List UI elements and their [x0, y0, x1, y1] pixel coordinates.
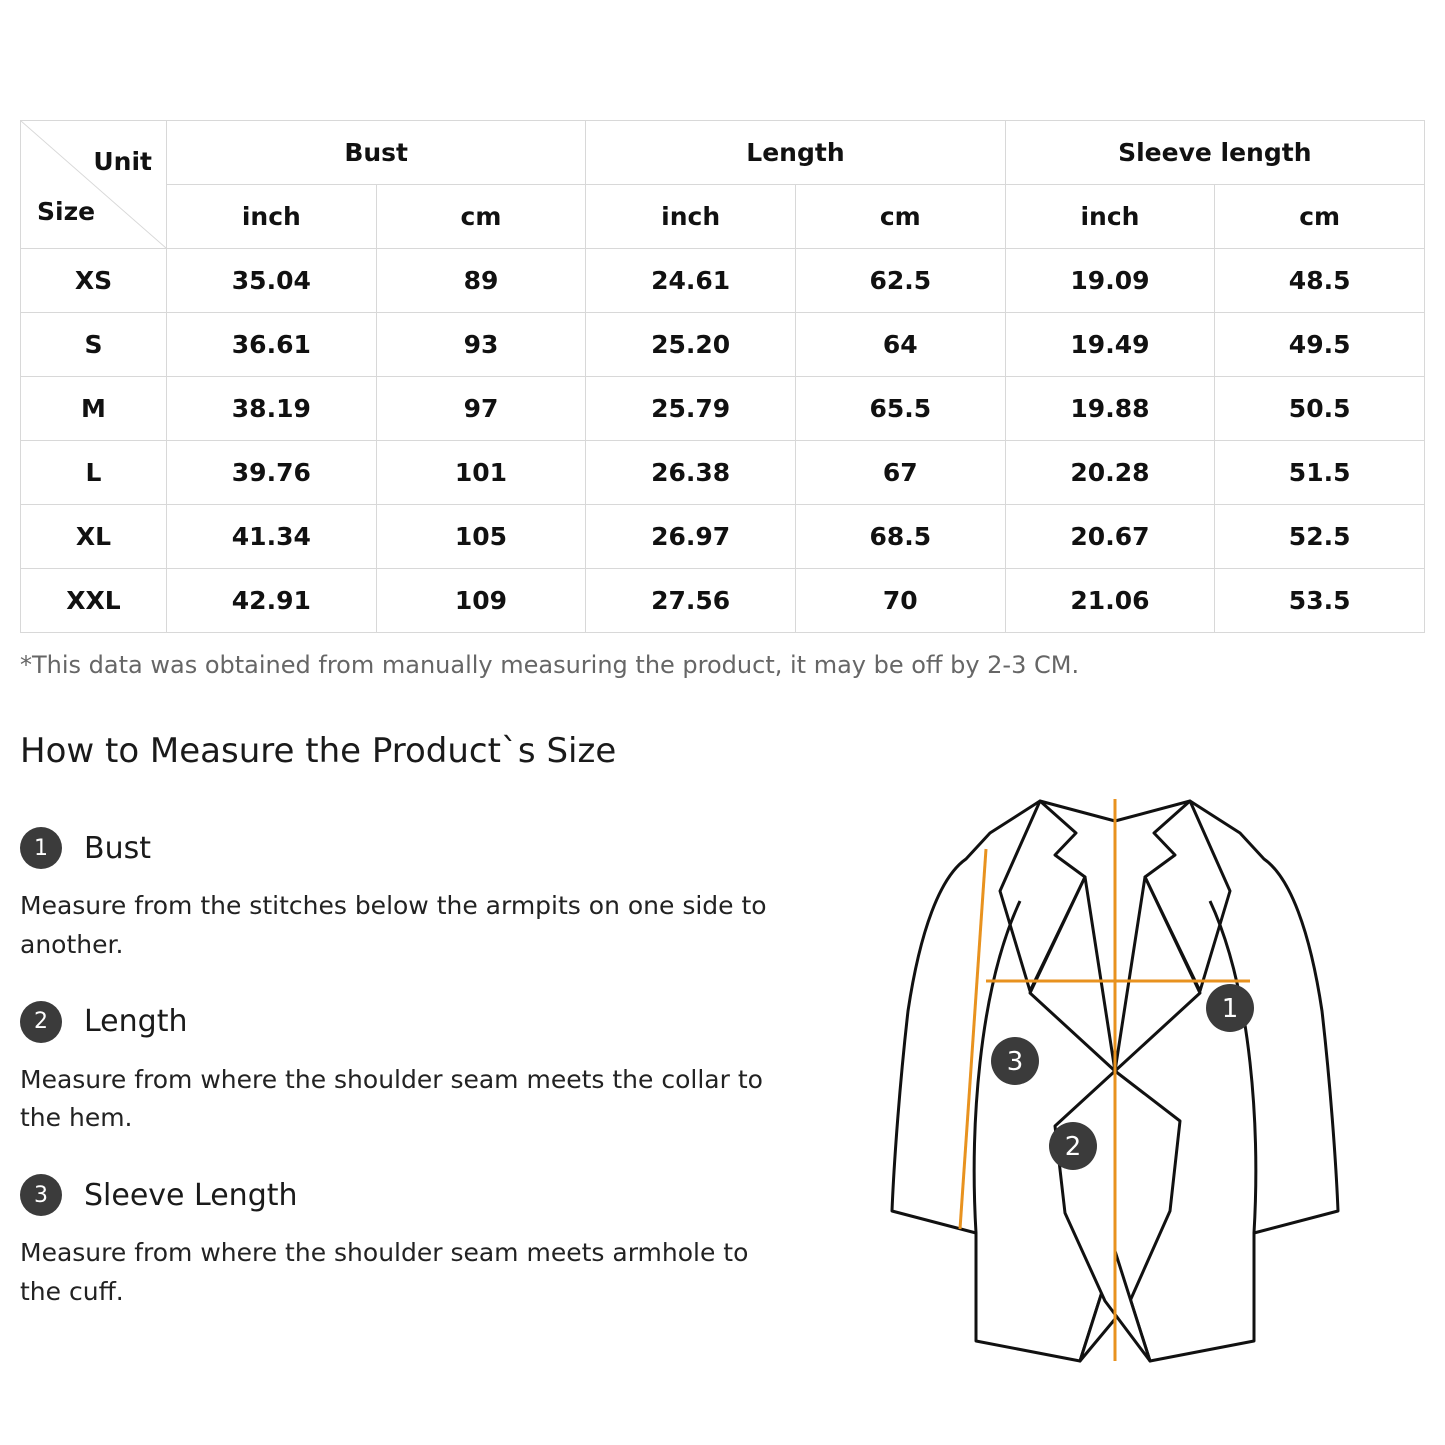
- cell-length-cm: 70: [795, 569, 1005, 633]
- cell-bust-inch: 36.61: [167, 313, 377, 377]
- cell-sleeve-cm: 52.5: [1215, 505, 1425, 569]
- unit-header-sleeve-inch: inch: [1005, 185, 1215, 249]
- cell-bust-cm: 89: [376, 249, 586, 313]
- cell-bust-cm: 105: [376, 505, 586, 569]
- step-header-sleeve-length: [20, 1174, 810, 1216]
- table-header-row-groups: [21, 121, 1425, 185]
- cell-length-inch: 26.97: [586, 505, 796, 569]
- step-description: Measure from where the shoulder seam meets the collar to the hem.: [20, 1064, 763, 1133]
- svg-text:2: 2: [1064, 1132, 1082, 1162]
- row-size: XXL: [21, 569, 167, 633]
- cell-bust-cm: 101: [376, 441, 586, 505]
- table-corner-cell: [21, 121, 167, 249]
- cell-length-cm: 64: [795, 313, 1005, 377]
- group-header-sleeve-length: Sleeve length: [1005, 121, 1424, 185]
- row-size: S: [21, 313, 167, 377]
- step-header-length: [20, 1001, 810, 1043]
- table-row: [21, 313, 1425, 377]
- row-size: M: [21, 377, 167, 441]
- row-size: XS: [21, 249, 167, 313]
- table-row: [21, 377, 1425, 441]
- unit-header-bust-inch: inch: [167, 185, 377, 249]
- cell-length-cm: 68.5: [795, 505, 1005, 569]
- cell-sleeve-cm: 51.5: [1215, 441, 1425, 505]
- cell-bust-cm: 93: [376, 313, 586, 377]
- cell-bust-inch: 39.76: [167, 441, 377, 505]
- svg-text:1: 1: [1221, 994, 1239, 1024]
- step-number-badge: 3: [20, 1174, 62, 1216]
- cell-length-cm: 65.5: [795, 377, 1005, 441]
- step-description: Measure from the stitches below the armpits on one side to another.: [20, 891, 767, 959]
- cell-sleeve-inch: 19.49: [1005, 313, 1215, 377]
- cell-sleeve-cm: 50.5: [1215, 377, 1425, 441]
- cell-sleeve-inch: 21.06: [1005, 569, 1215, 633]
- step-header-bust: [20, 827, 810, 869]
- cell-length-inch: 26.38: [586, 441, 796, 505]
- cell-length-cm: 67: [795, 441, 1005, 505]
- cell-bust-inch: 41.34: [167, 505, 377, 569]
- unit-header-length-cm: cm: [795, 185, 1005, 249]
- cell-sleeve-inch: 19.09: [1005, 249, 1215, 313]
- cell-bust-cm: 97: [376, 377, 586, 441]
- step-number-badge: 2: [20, 1001, 62, 1043]
- cell-bust-inch: 35.04: [167, 249, 377, 313]
- cell-sleeve-cm: 53.5: [1215, 569, 1425, 633]
- row-size: XL: [21, 505, 167, 569]
- cell-length-inch: 27.56: [586, 569, 796, 633]
- table-row: [21, 441, 1425, 505]
- step-description: Measure from where the shoulder seam meets armhole to the cuff.: [20, 1238, 749, 1306]
- table-header-row-units: [21, 185, 1425, 249]
- size-table: [20, 120, 1425, 633]
- blazer-diagram: [810, 791, 1425, 1312]
- size-label: Size: [37, 197, 96, 226]
- cell-bust-cm: 109: [376, 569, 586, 633]
- svg-text:3: 3: [1006, 1047, 1024, 1077]
- unit-header-bust-cm: cm: [376, 185, 586, 249]
- blazer-illustration-icon: [880, 781, 1350, 1401]
- cell-length-inch: 25.79: [586, 377, 796, 441]
- cell-sleeve-inch: 20.28: [1005, 441, 1215, 505]
- measure-steps: [20, 791, 810, 1312]
- cell-sleeve-inch: 19.88: [1005, 377, 1215, 441]
- cell-length-inch: 24.61: [586, 249, 796, 313]
- step-label: Bust: [84, 830, 151, 866]
- row-size: L: [21, 441, 167, 505]
- table-row: [21, 249, 1425, 313]
- unit-header-sleeve-cm: cm: [1215, 185, 1425, 249]
- step-label: Sleeve Length: [84, 1177, 298, 1213]
- table-row: [21, 569, 1425, 633]
- cell-length-inch: 25.20: [586, 313, 796, 377]
- unit-header-length-inch: inch: [586, 185, 796, 249]
- cell-sleeve-cm: 49.5: [1215, 313, 1425, 377]
- unit-label: Unit: [93, 147, 152, 176]
- how-to-measure-title: How to Measure the Product`s Size: [20, 731, 617, 771]
- group-header-length: Length: [586, 121, 1005, 185]
- cell-bust-inch: 38.19: [167, 377, 377, 441]
- table-row: [21, 505, 1425, 569]
- cell-sleeve-cm: 48.5: [1215, 249, 1425, 313]
- how-to-measure-content: [20, 791, 1425, 1312]
- step-label: Length: [84, 1004, 188, 1039]
- cell-bust-inch: 42.91: [167, 569, 377, 633]
- diagonal-divider-icon: [21, 121, 166, 248]
- step-number-badge: 1: [20, 827, 62, 869]
- measurement-disclaimer: *This data was obtained from manually measuring the product, it may be off by 2-3 CM.: [20, 651, 1080, 679]
- group-header-bust: Bust: [167, 121, 586, 185]
- cell-length-cm: 62.5: [795, 249, 1005, 313]
- cell-sleeve-inch: 20.67: [1005, 505, 1215, 569]
